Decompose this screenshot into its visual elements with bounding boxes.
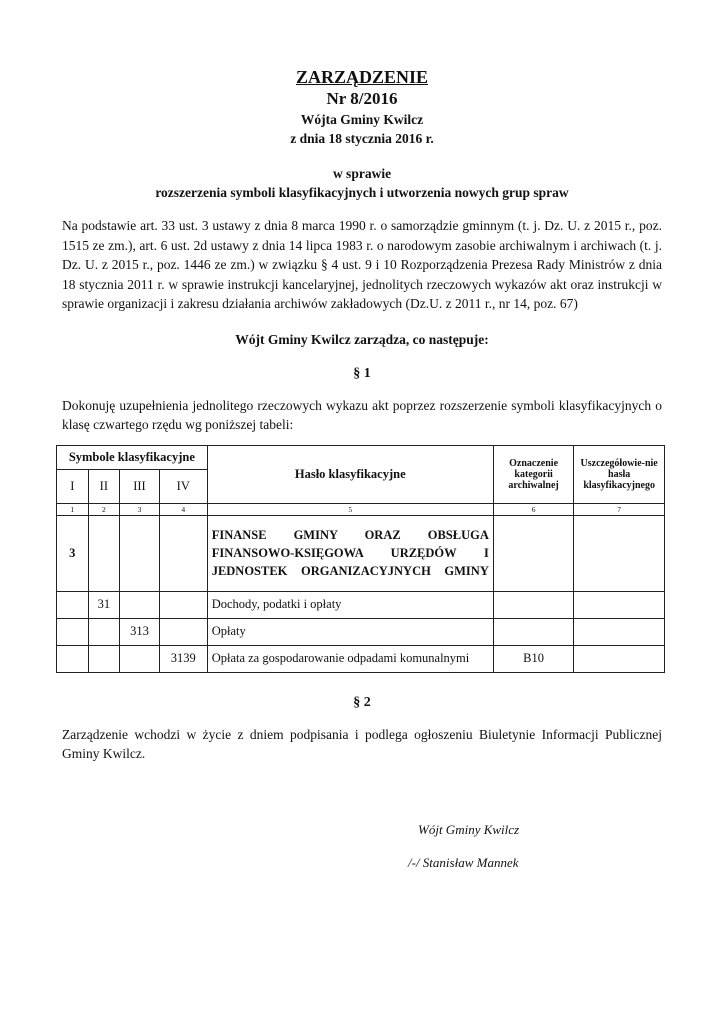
- uszczegolowienie-cell: [574, 515, 665, 591]
- uszczegolowienie-cell: [574, 591, 665, 618]
- symbol-cell: [88, 515, 120, 591]
- col-number: 3: [120, 503, 160, 515]
- symbol-cell: [120, 515, 160, 591]
- haslo-cell: Dochody, podatki i opłaty: [207, 591, 493, 618]
- kategoria-cell: B10: [493, 645, 573, 672]
- kategoria-cell: [493, 618, 573, 645]
- level-header-1: I: [57, 469, 89, 503]
- symbol-cell: [57, 618, 89, 645]
- symbol-cell: [57, 591, 89, 618]
- signature-role: Wójt Gminy Kwilcz: [418, 822, 520, 837]
- uszczegolowienie-cell: [574, 618, 665, 645]
- document-issuer: Wójta Gminy Kwilcz: [300, 112, 424, 127]
- symbol-cell: [159, 618, 207, 645]
- col-number: 1: [57, 503, 89, 515]
- symbol-cell: 31: [88, 591, 120, 618]
- table-row: [57, 645, 665, 672]
- haslo-header: Hasło klasyfikacyjne: [207, 445, 493, 503]
- level-header-2: II: [88, 469, 120, 503]
- symbol-cell: [120, 591, 160, 618]
- table-row: [57, 591, 665, 618]
- symbol-cell: [88, 618, 120, 645]
- symbol-cell: [88, 645, 120, 672]
- symbol-cell: [57, 645, 89, 672]
- document-date: z dnia 18 stycznia 2016 r.: [290, 131, 434, 146]
- col-number: 6: [493, 503, 573, 515]
- symbol-cell: [159, 515, 207, 591]
- col-number: 4: [159, 503, 207, 515]
- col-number: 7: [574, 503, 665, 515]
- symbol-cell: 3: [57, 515, 89, 591]
- document-number: Nr 8/2016: [326, 89, 398, 108]
- subject-text: rozszerzenia symboli klasyfikacyjnych i utworzenia nowych grup spraw: [155, 185, 569, 200]
- col-number: 5: [207, 503, 493, 515]
- section-1-heading: § 1: [353, 365, 371, 381]
- haslo-cell: Opłaty: [207, 618, 493, 645]
- document-page: [62, 66, 662, 764]
- level-header-4: IV: [159, 469, 207, 503]
- uszczegolowienie-cell: [574, 645, 665, 672]
- symbols-group-header: Symbole klasyfikacyjne: [57, 445, 208, 469]
- table-row: [57, 515, 665, 591]
- legal-basis-paragraph: Na podstawie art. 33 ust. 3 ustawy z dnia 8 marca 1990 r. o samorządzie gminnym (t. j. Dz. U. z 2015 r., poz. 1515 ze zm.), art. 6 ust. 2d ustawy z dnia 14 lipca 1983 r. o narodowym zasobie archiwalnym i archiwach (t. j. Dz. U. z 2015 r., poz. 1446 ze zm.) w związku § 4 ust. 9 i 10 Rozporządzenia Prezesa Rady Ministrów z dnia 18 stycznia 2011 r. w sprawie instrukcji kancelaryjnej, jednolitych rzeczowych wykazów akt oraz instrukcji w sprawie organizacji i zakresu działania archiwów zakładowych (Dz.U. z 2011 r., nr 14, poz. 67): [62, 218, 662, 311]
- level-header-3: III: [120, 469, 160, 503]
- haslo-cell: Opłata za gospodarowanie odpadami komunalnymi: [207, 645, 493, 672]
- col-number: 2: [88, 503, 120, 515]
- symbol-cell: [159, 591, 207, 618]
- haslo-cell: FINANSE GMINY ORAZ OBSŁUGA FINANSOWO-KSIĘGOWA URZĘDÓW I JEDNOSTEK ORGANIZACYJNYCH GMINY: [207, 515, 493, 591]
- symbol-cell: 313: [120, 618, 160, 645]
- section-2-heading: § 2: [353, 694, 371, 710]
- kategoria-cell: [493, 591, 573, 618]
- section-1-text: Dokonuję uzupełnienia jednolitego rzeczowych wykazu akt poprzez rozszerzenie symboli klasyfikacyjnych o klasę czwartego rzędu wg poniższej tabeli:: [62, 397, 662, 432]
- order-line: Wójt Gminy Kwilcz zarządza, co następuje:: [235, 331, 489, 347]
- classification-table: [56, 445, 665, 673]
- symbol-cell: [120, 645, 160, 672]
- kategoria-header: Oznaczenie kategorii archiwalnej: [493, 445, 573, 503]
- section-2-text: Zarządzenie wchodzi w życie z dniem podpisania i podlega ogłoszeniu Biuletynie Informacji Publicznej Gminy Kwilcz.: [62, 726, 662, 761]
- document-title: ZARZĄDZENIE: [295, 67, 429, 87]
- uszczegolowienie-header: Uszczegółowie-nie hasła klasyfikacyjnego: [574, 445, 665, 503]
- symbol-cell: 3139: [159, 645, 207, 672]
- signature-name: /-/ Stanisław Mannek: [408, 855, 519, 870]
- subject-prefix: w sprawie: [332, 166, 392, 181]
- kategoria-cell: [493, 515, 573, 591]
- table-row: [57, 618, 665, 645]
